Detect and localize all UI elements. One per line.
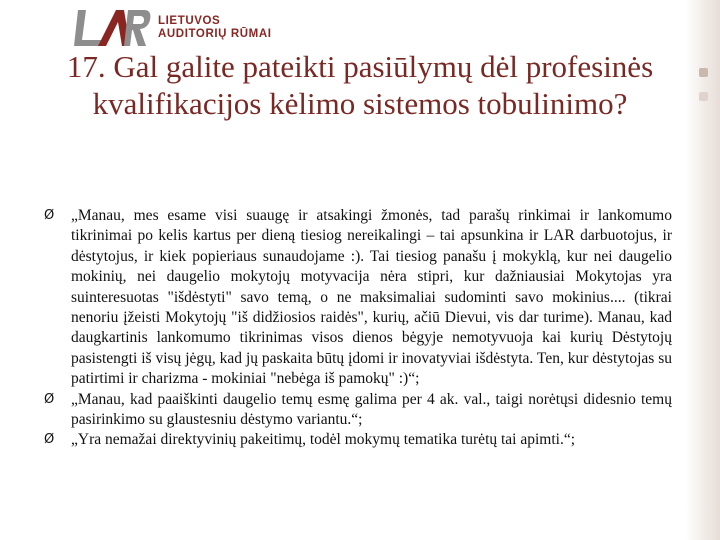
arrow-bullet-icon: Ø	[44, 391, 55, 407]
logo-line-1: LIETUVOS	[158, 15, 221, 27]
logo-line-2: AUDITORIŲ RŪMAI	[158, 28, 272, 40]
list-item-text: „Yra nemažai direktyvinių pakeitimų, todėl mokymų tematika turėtų tai apimti.“;	[71, 431, 576, 449]
decorative-square	[699, 68, 708, 77]
answer-list	[44, 206, 672, 451]
lar-logo-text	[158, 15, 272, 41]
list-item-text: „Manau, kad paaiškinti daugelio temų esmę galima per 4 ak. val., taigi norėtųsi didesnio temų pasirinkimo su glaustesniu dėstymo variantu.“;	[71, 390, 672, 429]
decorative-side-strip	[686, 0, 720, 540]
list-item	[44, 206, 672, 390]
list-item	[44, 390, 672, 431]
list-item-text: „Manau, mes esame visi suaugę ir atsakingi žmonės, tad parašų rinkimai ir lankomumo tikrinimai po kelis kartus per dieną tiesiog nereikalingi – tai apsunkina ir LAR darbuotojus, ir dėstytojus, ir kiek popieriaus sunaudojame :). Tai tiesiog panašu į mokyklą, kur nei daugelio mokinių, nei daugelio mokytojų motyvacija nėra stipri, kur dažniausiai Mokytojas yra suinteresuotas "išdėstyti" savo temą, o ne maksimaliai sudominti savo mokinius.... (tikrai nenoriu įžeisti Mokytojų "iš didžiosios raidės", kurių, ačiū Dievui, vis dar turime). Manau, kad daugkartinis lankomumo tikrinimas visos dienos bėgyje nemotyvuoja kai kurių Dėstytojų pasistengti iš visų jėgų, kad jų paskaita būtų įdomi ir inovatyviai išdėstyta. Ten, kur dėstytojas su patirtimi ir charizma - mokiniai "nebėga iš pamokų" :)“;	[71, 207, 672, 388]
decorative-square	[699, 92, 708, 101]
slide-title: 17. Gal galite pateikti pasiūlymų dėl profesinės kvalifikacijos kėlimo sistemos tobulinimo?	[66, 49, 654, 121]
arrow-bullet-icon: Ø	[44, 432, 55, 448]
list-item	[44, 430, 672, 450]
lar-logo	[72, 2, 302, 52]
lar-logo-mark-icon	[72, 2, 152, 52]
arrow-bullet-icon: Ø	[44, 208, 55, 223]
